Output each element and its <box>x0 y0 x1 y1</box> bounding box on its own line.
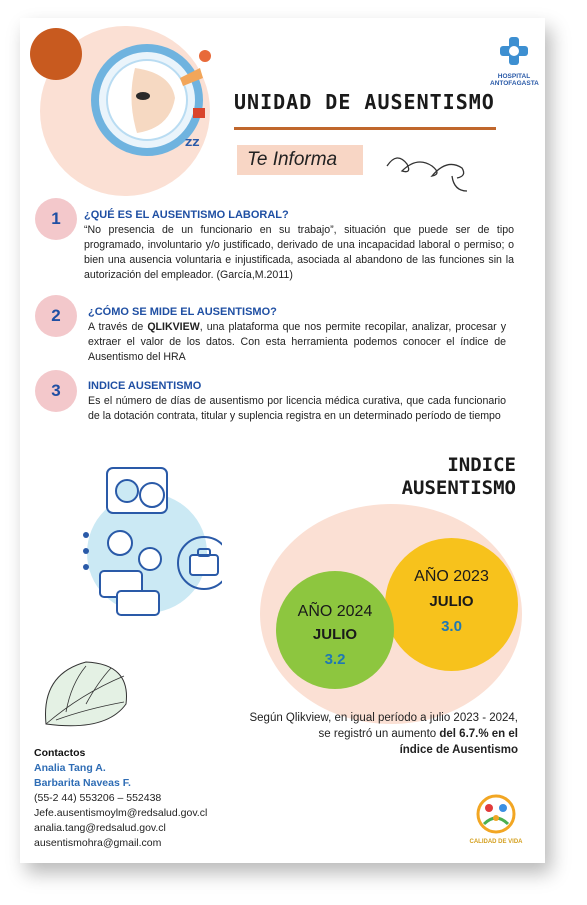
people-communication-illustration <box>72 463 222 633</box>
contact-email[interactable]: Jefe.ausentismoylm@redsalud.gov.cl <box>34 807 208 819</box>
svg-text:ZZ: ZZ <box>185 138 200 149</box>
section-2-body-pre: A través de <box>88 321 148 333</box>
section-number-3: 3 <box>35 370 77 412</box>
section-3-title: INDICE AUSENTISMO <box>88 380 202 392</box>
title-underline <box>234 127 496 130</box>
calidad-de-vida-emblem-icon <box>474 794 518 834</box>
hospital-logo <box>490 34 538 87</box>
summary-line-2 <box>200 726 518 742</box>
year-2023-month: JULIO <box>429 593 474 610</box>
indice-title-line2: AUSENTISMO <box>401 477 516 499</box>
contact-email[interactable]: ausentismohra@gmail.com <box>34 837 162 849</box>
contact-email[interactable]: analia.tang@redsalud.gov.cl <box>34 822 166 834</box>
year-2023-circle <box>385 538 518 671</box>
contact-phone: (55-2 44) 553206 – 552438 <box>34 792 162 804</box>
section-2-body-post: , una plataforma que nos permite recopilar, analizar, procesar y extraer el valor de los datos. Con esta herramienta podemos conocer el índice de Ausentismo del HRA <box>88 321 506 363</box>
infographic-sheet <box>20 18 545 863</box>
year-2023-value: 3.0 <box>441 618 462 635</box>
leaf-decoration-icon <box>36 654 136 734</box>
summary-line-3: índice de Ausentismo <box>399 744 518 756</box>
calidad-de-vida-logo <box>469 794 523 846</box>
summary-line-2-pre: se registró un aumento <box>318 728 440 740</box>
qlikview-highlight: QLIKVIEW <box>147 321 200 333</box>
section-1-title: ¿QUÉ ES EL AUSENTISMO LABORAL? <box>84 209 289 221</box>
hospital-cross-icon <box>497 34 531 68</box>
indice-summary <box>200 710 518 758</box>
page-title: UNIDAD DE AUSENTISMO <box>234 90 495 114</box>
clock-face-illustration <box>75 38 225 168</box>
year-2024-month: JULIO <box>312 626 358 643</box>
indice-title-line1: INDICE <box>447 454 516 476</box>
decorative-swirl-icon <box>382 146 472 196</box>
year-2024-value: 3.2 <box>324 651 346 668</box>
contact-name: Barbarita Naveas F. <box>34 777 131 789</box>
year-2024-label: AÑO 2024 <box>297 603 373 620</box>
section-3-body: Es el número de días de ausentismo por licencia médica curativa, que cada funcionario de la dotación contrata, titular y suplencia registra en un determinado período de tiempo <box>88 395 506 422</box>
subtitle-box: Te Informa <box>237 145 363 175</box>
summary-line-1: Según Qlikview, en igual período a julio 2023 - 2024, <box>249 712 518 724</box>
year-2024-circle <box>276 571 394 689</box>
contact-name: Analia Tang A. <box>34 762 106 774</box>
hospital-logo-line: ANTOFAGASTA <box>490 80 539 87</box>
hospital-logo-line: HOSPITAL <box>497 73 531 80</box>
section-2-title: ¿CÓMO SE MIDE EL AUSENTISMO? <box>88 306 277 318</box>
summary-increase: del 6.7.% en el <box>439 728 518 740</box>
contacts-block <box>34 746 207 851</box>
contacts-label: Contactos <box>34 747 86 759</box>
section-number-1: 1 <box>35 198 77 240</box>
year-2023-label: AÑO 2023 <box>414 568 489 585</box>
indice-title <box>360 454 516 500</box>
section-2-body <box>88 320 506 365</box>
section-1-body: “No presencia de un funcionario en su trabajo”, situación que puede ser de tipo programado, involuntario y/o justificado, derivado de una incapacidad laboral o permiso; o bien una ausencia voluntaria e injustificada, asociada al abandono de las funciones sin la autorización del empleador. (García,M.2011) <box>84 224 514 281</box>
section-number-2: 2 <box>35 295 77 337</box>
calidad-de-vida-text: CALIDAD DE VIDA <box>469 839 523 845</box>
